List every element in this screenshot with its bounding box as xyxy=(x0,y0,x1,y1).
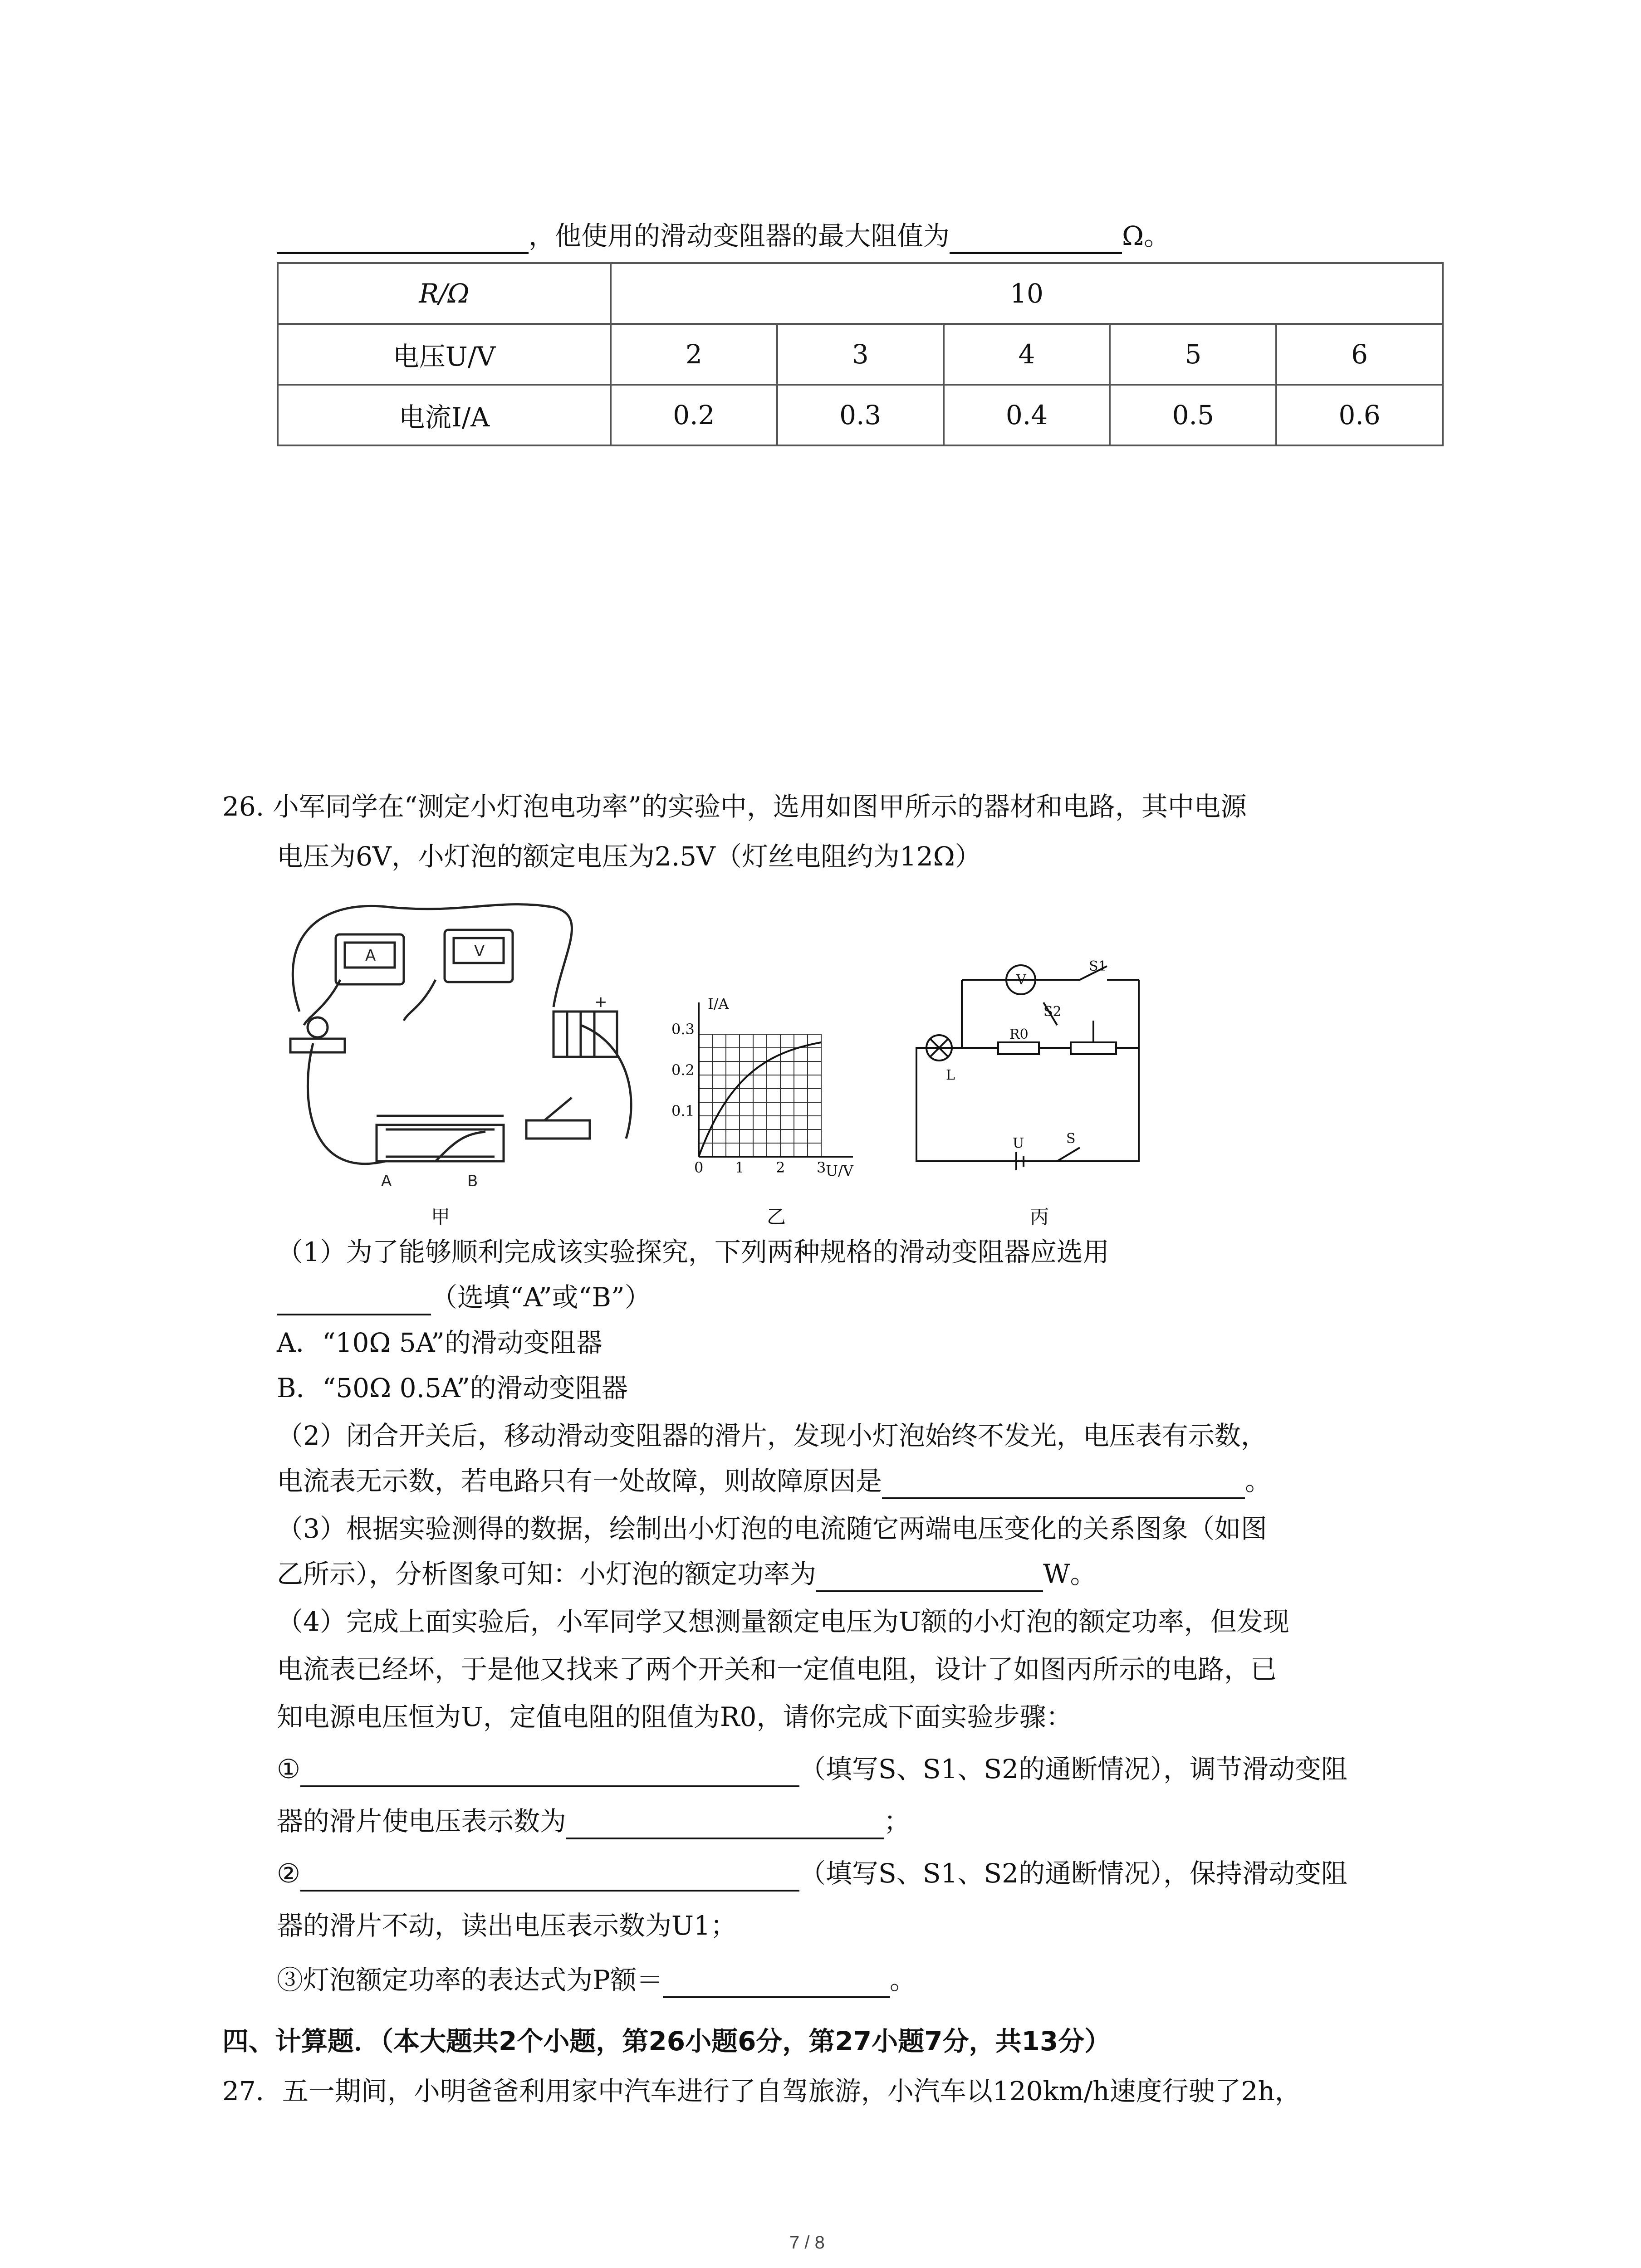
section4-title: 四、计算题．（本大题共2个小题，第26小题6分，第27小题7分，共13分） xyxy=(222,2026,1111,2057)
q26-line1 xyxy=(222,788,1247,825)
schematic-s-label: S xyxy=(1066,1131,1076,1147)
table-cell: 2 xyxy=(611,324,777,385)
voltage-label-cell: 电压U/V xyxy=(278,324,611,385)
part4-line2: 电流表已经坏，于是他又找来了两个开关和一定值电阻，设计了如图丙所示的电路，已 xyxy=(277,1654,1277,1685)
answer-blank[interactable] xyxy=(300,1757,799,1787)
table-cell: 3 xyxy=(777,324,944,385)
part3-line2: 乙所示），分析图象可知：小灯泡的额定功率为 W。 xyxy=(277,1556,1097,1592)
part2-line1: （2）闭合开关后，移动滑动变阻器的滑片，发现小灯泡始终不发光，电压表有示数， xyxy=(277,1420,1267,1451)
table-cell: 6 xyxy=(1276,324,1443,385)
iu-curve xyxy=(699,1042,821,1157)
data-table xyxy=(277,262,1444,446)
table-cell: 0.6 xyxy=(1276,385,1443,445)
q26-text-line1: 小军同学在“测定小灯泡电功率”的实验中，选用如图甲所示的器材和电路，其中电源 xyxy=(272,791,1247,822)
current-label-cell: 电流I/A xyxy=(278,385,611,445)
part4-line1: （4）完成上面实验后，小军同学又想测量额定电压为U额的小灯泡的额定功率，但发现 xyxy=(277,1606,1289,1637)
r-value-cell: 10 xyxy=(611,263,1443,324)
part2-line2: 电流表无示数，若电路只有一处故障，则故障原因是 。 xyxy=(277,1463,1271,1499)
y-tick-label: 0.1 xyxy=(671,1102,695,1119)
top-prefix-text: ，他使用的滑动变阻器的最大阻值为 xyxy=(529,220,950,251)
table-cell: 4 xyxy=(944,324,1110,385)
table-row xyxy=(278,263,1443,324)
figure-yi-caption: 乙 xyxy=(767,1206,786,1228)
r-label-cell: R/Ω xyxy=(278,263,611,324)
x-tick-label: 0 xyxy=(694,1159,704,1176)
schematic-l-label: L xyxy=(946,1067,955,1083)
answer-blank[interactable] xyxy=(300,1862,799,1892)
x-tick-label: 3 xyxy=(817,1159,826,1176)
schematic-r0-label: R0 xyxy=(1009,1026,1029,1042)
table-cell: 0.4 xyxy=(944,385,1110,445)
part1-line1: （1）为了能够顺利完成该实验探究，下列两种规格的滑动变阻器应选用 xyxy=(277,1237,1109,1267)
answer-blank[interactable] xyxy=(566,1809,884,1839)
y-axis-label: I/A xyxy=(708,995,729,1012)
figure-bing-schematic xyxy=(907,953,1161,1179)
y-tick-label: 0.3 xyxy=(671,1021,695,1038)
part4-line3: 知电源电压恒为U，定值电阻的阻值为R0，请你完成下面实验步骤： xyxy=(277,1701,1073,1732)
table-row xyxy=(278,385,1443,445)
rheostat-b-label: B xyxy=(467,1172,478,1190)
figure-jia-apparatus xyxy=(272,889,671,1207)
battery-plus-label: + xyxy=(594,993,607,1011)
answer-blank[interactable] xyxy=(277,1286,431,1315)
part1-line2 xyxy=(277,1279,651,1315)
step1-line1: ① （填写S、S1、S2的通断情况），调节滑动变阻 xyxy=(277,1751,1347,1787)
figure-yi-graph xyxy=(671,989,862,1179)
figure-bing-caption: 丙 xyxy=(1030,1206,1049,1228)
step2-line2: 器的滑片不动，读出电压表示数为U1； xyxy=(277,1910,737,1941)
x-tick-label: 1 xyxy=(735,1159,745,1176)
table-row xyxy=(278,324,1443,385)
answer-blank[interactable] xyxy=(663,1968,890,1998)
schematic-s2-label: S2 xyxy=(1043,1004,1062,1020)
step3-line: ③灯泡额定功率的表达式为P额＝ 。 xyxy=(277,1962,916,1998)
table-cell: 5 xyxy=(1110,324,1276,385)
schematic-v-label: V xyxy=(1016,972,1026,988)
top-suffix-text: Ω。 xyxy=(1122,220,1171,251)
figure-jia-caption: 甲 xyxy=(431,1206,451,1228)
q26-line2: 电压为6V，小灯泡的额定电压为2.5V（灯丝电阻约为12Ω） xyxy=(277,841,981,872)
ammeter-label: A xyxy=(365,947,376,965)
part3-line1: （3）根据实验测得的数据，绘制出小灯泡的电流随它两端电压变化的关系图象（如图 xyxy=(277,1513,1267,1544)
schematic-u-label: U xyxy=(1013,1135,1024,1151)
top-fill-line xyxy=(277,218,1170,254)
answer-blank[interactable] xyxy=(950,224,1122,254)
x-axis-label: U/V xyxy=(826,1162,853,1179)
option-a: A．“10Ω 5A”的滑动变阻器 xyxy=(277,1327,603,1358)
x-tick-label: 2 xyxy=(776,1159,785,1176)
part1-hint: （选填“A”或“B”） xyxy=(431,1282,651,1313)
answer-blank[interactable] xyxy=(277,224,529,254)
table-cell: 0.2 xyxy=(611,385,777,445)
rheostat-a-label: A xyxy=(381,1172,392,1190)
y-tick-label: 0.2 xyxy=(671,1061,695,1079)
schematic-s1-label: S1 xyxy=(1089,958,1107,974)
step2-line1: ② （填写S、S1、S2的通断情况），保持滑动变阻 xyxy=(277,1855,1347,1892)
step1-line2: 器的滑片使电压表示数为 ； xyxy=(277,1803,910,1839)
q26-number: 26. xyxy=(222,791,265,822)
table-cell: 0.3 xyxy=(777,385,944,445)
page-number: 7 / 8 xyxy=(789,2233,825,2253)
voltmeter-label: V xyxy=(474,942,485,960)
answer-blank[interactable] xyxy=(882,1469,1245,1499)
answer-blank[interactable] xyxy=(816,1562,1043,1592)
table-cell: 0.5 xyxy=(1110,385,1276,445)
option-b: B．“50Ω 0.5A”的滑动变阻器 xyxy=(277,1373,628,1403)
q27-line1: 27．五一期间，小明爸爸利用家中汽车进行了自驾旅游，小汽车以120km/h速度行驶了2h， xyxy=(222,2076,1301,2107)
